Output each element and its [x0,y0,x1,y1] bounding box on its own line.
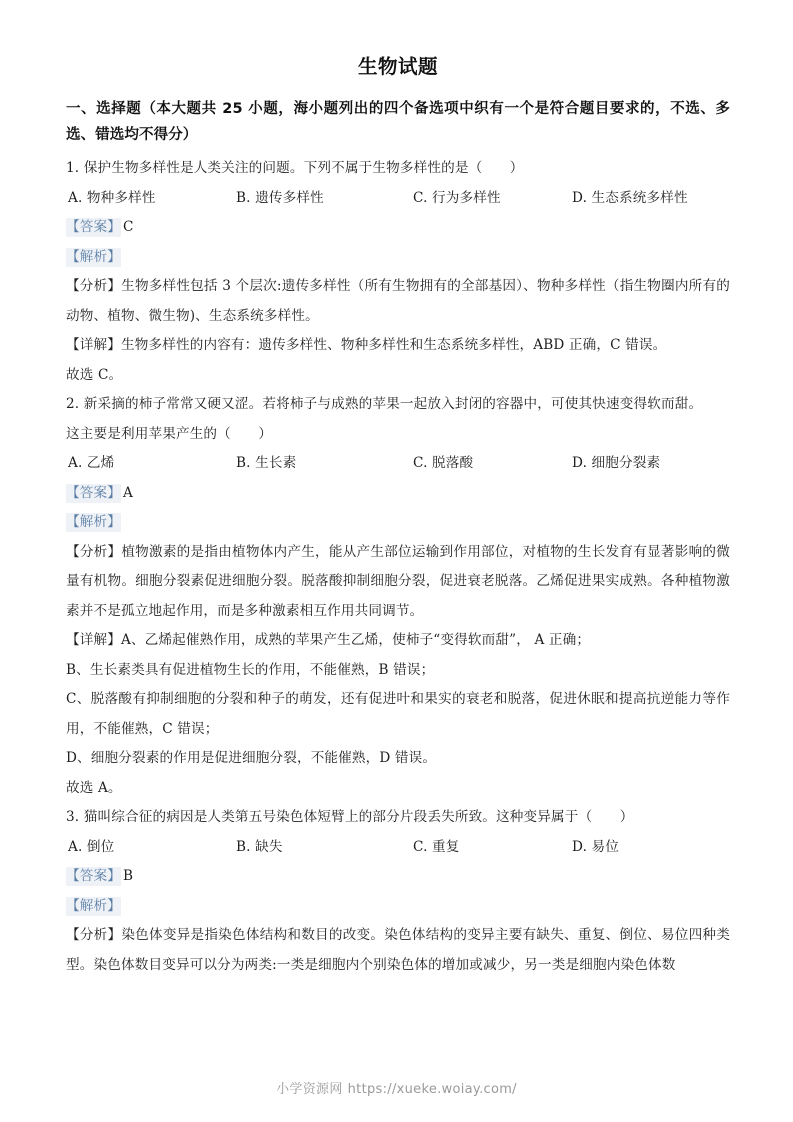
fenxi-label: 【分析】 [66,927,122,943]
question-2-stem-line-1: 2. 新采摘的柿子常常又硬又涩。若将柿子与成熟的苹果一起放入封闭的容器中，可使其快速变得软而甜。 [66,396,703,412]
question-3-fenxi-text: 染色体变异是指染色体结构和数目的改变。染色体结构的变异主要有缺失、重复、倒位、易位四种类型。染色体数目变异可以分为两类:一类是细胞内个别染色体的增加或减少，另一类是细胞内染色体数 [66,927,730,973]
question-1-option-b[interactable]: B. 遗传多样性 [236,189,324,206]
question-1-xiangjie [66,331,730,361]
analysis-label: 【解析】 [66,514,121,530]
question-2-answer-value: A [122,484,133,501]
question-2-fenxi [66,538,730,627]
fenxi-label: 【分析】 [66,278,122,294]
question-1-fenxi [66,272,730,331]
question-1-xiangjie-text: 生物多样性的内容有：遗传多样性、物种多样性和生态系统多样性，ABD 正确，C 错误。 [120,337,667,353]
question-2-xiangjie-text: A、乙烯起催熟作用，成熟的苹果产生乙烯，使柿子“变得软而甜”， A 正确； [120,632,591,648]
answer-label: 【答案】 [66,868,121,884]
question-2-option-b[interactable]: B. 生长素 [236,455,297,471]
watermark-site-name: 小学资源网 [276,1082,343,1097]
xiangjie-label: 【详解】 [66,337,121,353]
question-2-detail-d: D、细胞分裂素的作用是促进细胞分裂，不能催熟，D 错误。 [66,750,437,766]
watermark [0,1078,793,1097]
question-1-fenxi-text: 生物多样性包括 3 个层次:遗传多样性（所有生物拥有的全部基因）、物种多样性（指生物圈内所有的动物、植物、微生物)、生态系统多样性。 [66,278,730,324]
question-1-conclusion: 故选 C。 [66,366,123,383]
question-3-option-c[interactable]: C. 重复 [413,838,460,855]
page-title: 生物试题 [357,55,438,78]
question-2-stem-line-2: 这主要是利用苹果产生的（ ） [66,425,273,442]
question-1-answer-value: C [122,219,134,235]
question-1-answer [66,213,730,243]
xiangjie-label: 【详解】 [66,632,121,648]
question-3-fenxi [66,921,730,980]
question-3-options [66,833,730,863]
question-2-options [66,449,730,479]
watermark-url: https://xueke.woiay.com/ [347,1082,517,1097]
question-1-option-a[interactable]: A. 物种多样性 [68,189,156,206]
question-2-option-d[interactable]: D. 细胞分裂素 [572,455,661,471]
question-3-stem: 3. 猫叫综合征的病因是人类第五号染色体短臂上的部分片段丢失所致。这种变异属于（ ） [66,809,634,825]
question-3-option-d[interactable]: D. 易位 [572,838,619,855]
question-2-conclusion: 故选 A。 [66,779,122,796]
question-1-option-c[interactable]: C. 行为多样性 [413,189,501,206]
answer-label: 【答案】 [66,219,121,235]
question-3-analysis-label-line [66,892,730,922]
question-2-analysis-label-line [66,508,730,538]
question-2-detail-b: B、生长素类具有促进植物生长的作用，不能催熟，B 错误； [66,661,435,678]
answer-label: 【答案】 [66,484,121,501]
question-2-fenxi-text: 植物激素的是指由植物体内产生，能从产生部位运输到作用部位，对植物的生长发育有显著影响的微量有机物。细胞分裂素促进细胞分裂。脱落酸抑制细胞分裂，促进衰老脱落。乙烯促进果实成熟。各种植物激素并不是孤立地起作用，而是多种激素相互作用共同调节。 [66,543,730,619]
question-3-answer-value: B [122,868,134,884]
question-2-option-c[interactable]: C. 脱落酸 [413,455,474,471]
question-2-detail-c: C、脱落酸有抑制细胞的分裂和种子的萌发，还有促进叶和果实的衰老和脱落，促进休眠和提高抗逆能力等作用，不能催熟，C 错误； [66,691,730,737]
analysis-label: 【解析】 [66,897,121,914]
analysis-label: 【解析】 [66,248,121,265]
question-3-option-a[interactable]: A. 倒位 [68,838,115,855]
question-1-options [66,184,730,214]
question-2-answer [66,479,730,509]
section-heading: 一、选择题（本大题共 25 小题，海小题列出的四个备选项中织有一个是符合题目要求的，不选、多选、错选均不得分） [66,101,730,143]
question-1-stem: 1. 保护生物多样性是人类关注的问题。下列不属于生物多样性的是（ ） [66,160,524,176]
question-3-option-b[interactable]: B. 缺失 [236,838,283,855]
fenxi-label: 【分析】 [66,543,122,560]
question-2-option-a[interactable]: A. 乙烯 [68,455,115,471]
question-1-analysis-label-line [66,243,730,273]
question-2-xiangjie [66,626,730,656]
question-3-answer [66,862,730,892]
question-1-option-d[interactable]: D. 生态系统多样性 [572,189,688,206]
document-content [66,52,730,980]
